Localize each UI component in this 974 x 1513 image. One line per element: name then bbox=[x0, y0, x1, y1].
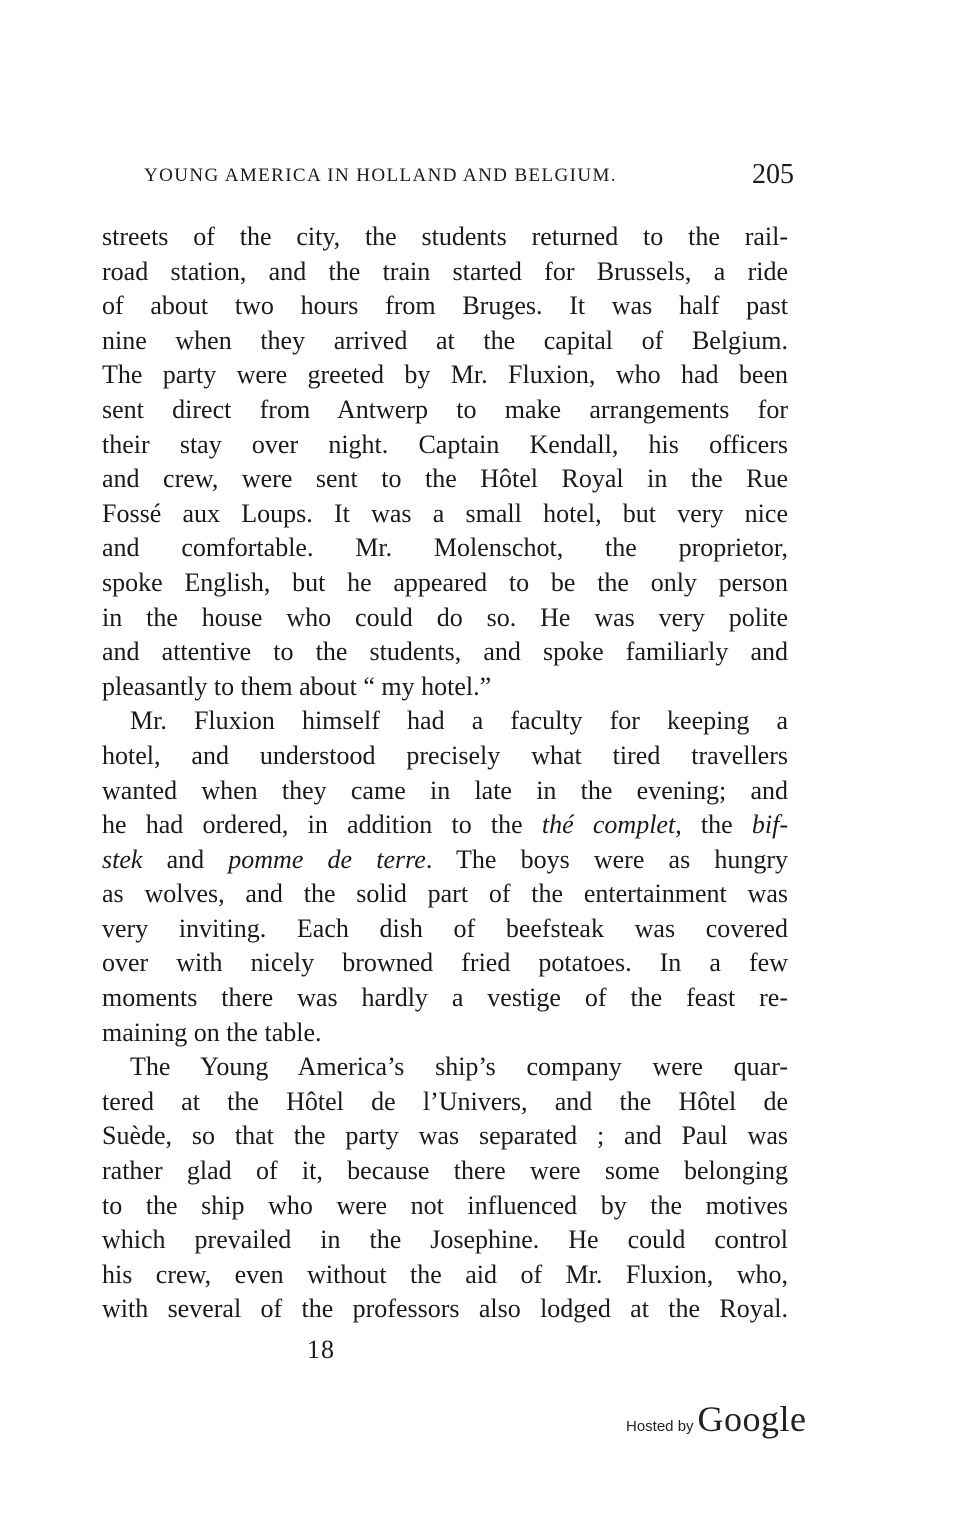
text-line: and attentive to the students, and spoke familiarly and bbox=[102, 637, 788, 667]
text-line: and crew, were sent to the Hôtel Royal in the Rue bbox=[102, 464, 788, 494]
text-line: over with nicely browned fried potatoes. In a few bbox=[102, 948, 788, 978]
text-line: rather glad of it, because there were some belonging bbox=[102, 1156, 788, 1186]
watermark-hosted-by: Hosted by bbox=[626, 1418, 694, 1435]
page-number: 205 bbox=[752, 159, 794, 190]
text-line: to the ship who were not influenced by the motives bbox=[102, 1190, 788, 1220]
text-line: pleasantly to them about “ my hotel.” bbox=[102, 671, 492, 701]
text-line: The party were greeted by Mr. Fluxion, who had been bbox=[102, 360, 788, 390]
text-line: maining on the table. bbox=[102, 1017, 322, 1047]
text-line: The Young America’s ship’s company were quar- bbox=[130, 1052, 788, 1082]
watermark-brand: Google bbox=[697, 1399, 807, 1439]
text-line: moments there was hardly a vestige of the feast re- bbox=[102, 983, 788, 1013]
text-line: very inviting. Each dish of beefsteak was covered bbox=[102, 913, 788, 943]
text-segment: he had ordered, in addition to the bbox=[102, 810, 542, 840]
text-line: of about two hours from Bruges. It was half past bbox=[102, 291, 788, 321]
text-line: and comfortable. Mr. Molenschot, the proprietor, bbox=[102, 533, 788, 563]
text-line: sent direct from Antwerp to make arrangements for bbox=[102, 394, 788, 424]
text-line: as wolves, and the solid part of the entertainment was bbox=[102, 879, 788, 909]
text-line: which prevailed in the Josephine. He could control bbox=[102, 1225, 788, 1255]
text-line: hotel, and understood precisely what tired travellers bbox=[102, 740, 788, 770]
text-line: nine when they arrived at the capital of Belgium. bbox=[102, 325, 788, 355]
italic-phrase: stek bbox=[102, 844, 143, 874]
text-line-with-italics bbox=[102, 843, 788, 878]
text-segment: , the bbox=[675, 810, 752, 840]
text-line: streets of the city, the students returned to the rail- bbox=[102, 222, 788, 251]
text-line: tered at the Hôtel de l’Univers, and the Hôtel de bbox=[102, 1086, 788, 1116]
text-segment: and bbox=[142, 844, 229, 874]
text-line: Suède, so that the party was separated ; and Paul was bbox=[102, 1121, 788, 1151]
text-line: Mr. Fluxion himself had a faculty for keeping a bbox=[130, 706, 788, 736]
text-segment: . The boys were as hungry bbox=[425, 844, 788, 874]
text-line: road station, and the train started for Brussels, a ride bbox=[102, 256, 788, 286]
text-line-with-italics bbox=[102, 808, 788, 843]
text-line: their stay over night. Captain Kendall, his officers bbox=[102, 429, 788, 459]
text-line: his crew, even without the aid of Mr. Fluxion, who, bbox=[102, 1259, 788, 1289]
italic-phrase: thé complet bbox=[541, 810, 676, 840]
body-text bbox=[102, 220, 788, 1327]
text-line: in the house who could do so. He was very polite bbox=[102, 602, 788, 632]
signature-mark: 18 bbox=[307, 1335, 335, 1364]
text-line: wanted when they came in late in the evening; and bbox=[102, 775, 788, 805]
hosted-by-google-watermark bbox=[626, 1398, 807, 1442]
running-head bbox=[144, 159, 794, 193]
italic-phrase: bif- bbox=[751, 810, 789, 840]
text-line: Fossé aux Loups. It was a small hotel, but very nice bbox=[102, 498, 788, 528]
italic-phrase: pomme de terre bbox=[228, 844, 426, 874]
running-title: YOUNG AMERICA IN HOLLAND AND BELGIUM. bbox=[144, 165, 617, 186]
text-line: with several of the professors also lodged at the Royal. bbox=[102, 1294, 788, 1324]
text-line: spoke English, but he appeared to be the only person bbox=[102, 567, 788, 597]
